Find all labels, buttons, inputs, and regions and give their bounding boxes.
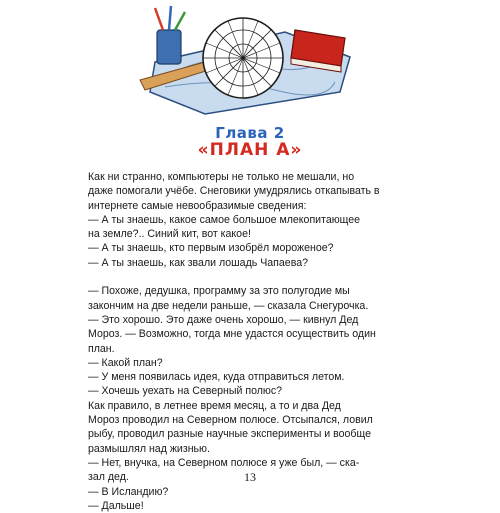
text-line: — У меня появилась идея, куда отправиться летом. [88,371,345,384]
text-line: — Какой план? [88,356,163,369]
text-line: — Это хорошо. Это даже очень хорошо, — кивнул Дед [88,313,359,326]
text-line: — А ты знаешь, как звали лошадь Чапаева? [88,256,308,269]
text-line: Как ни странно, компьютеры не только не мешали, но [88,171,355,183]
text-line: — А ты знаешь, кто первым изобрёл мороженое? [88,242,334,255]
text-line: Мороз. — Возможно, тогда мне удастся осуществить один [88,328,376,341]
text-line: рыбу, проводил разные научные эксперименты и вообще [88,428,371,441]
chapter-title: «ПЛАН А» [197,140,303,160]
chapter-text [88,170,438,513]
text-line: план. [88,342,115,355]
text-line: Как правило, в летнее время месяц, а то и два Дед [88,399,341,412]
text-line: зал дед. [88,471,129,484]
text-line: даже помогали учёбе. Снеговики умудрялись откапывать в [88,185,380,198]
text-line: — Дальше! [88,499,144,512]
chapter-illustration [135,2,365,122]
text-line: на земле?.. Синий кит, вот какое! [88,228,251,241]
text-line: — А ты знаешь, какое самое большое млекопитающее [88,213,361,226]
text-line: Мороз проводил на Северном полюсе. Отсыпался, ловил [88,414,373,427]
text-line: интернете самые невообразимые сведения: [88,199,307,212]
chapter-number: Глава 2 [215,124,285,142]
paragraph-block-1 [88,170,438,270]
paragraph-gap [88,270,438,284]
text-line: — Похоже, дедушка, программу за это полугодие мы [88,285,350,298]
text-line: — Хочешь уехать на Северный полюс? [88,385,283,398]
page-number: 13 [244,470,256,484]
text-line: — В Исландию? [88,485,169,498]
text-line: — Нет, внучка, на Северном полюсе я уже был, — ска- [88,456,360,469]
text-line: размышлял над жизнью. [88,442,210,455]
text-line: закончим на две недели раньше, — сказала Снегурочка. [88,299,369,312]
